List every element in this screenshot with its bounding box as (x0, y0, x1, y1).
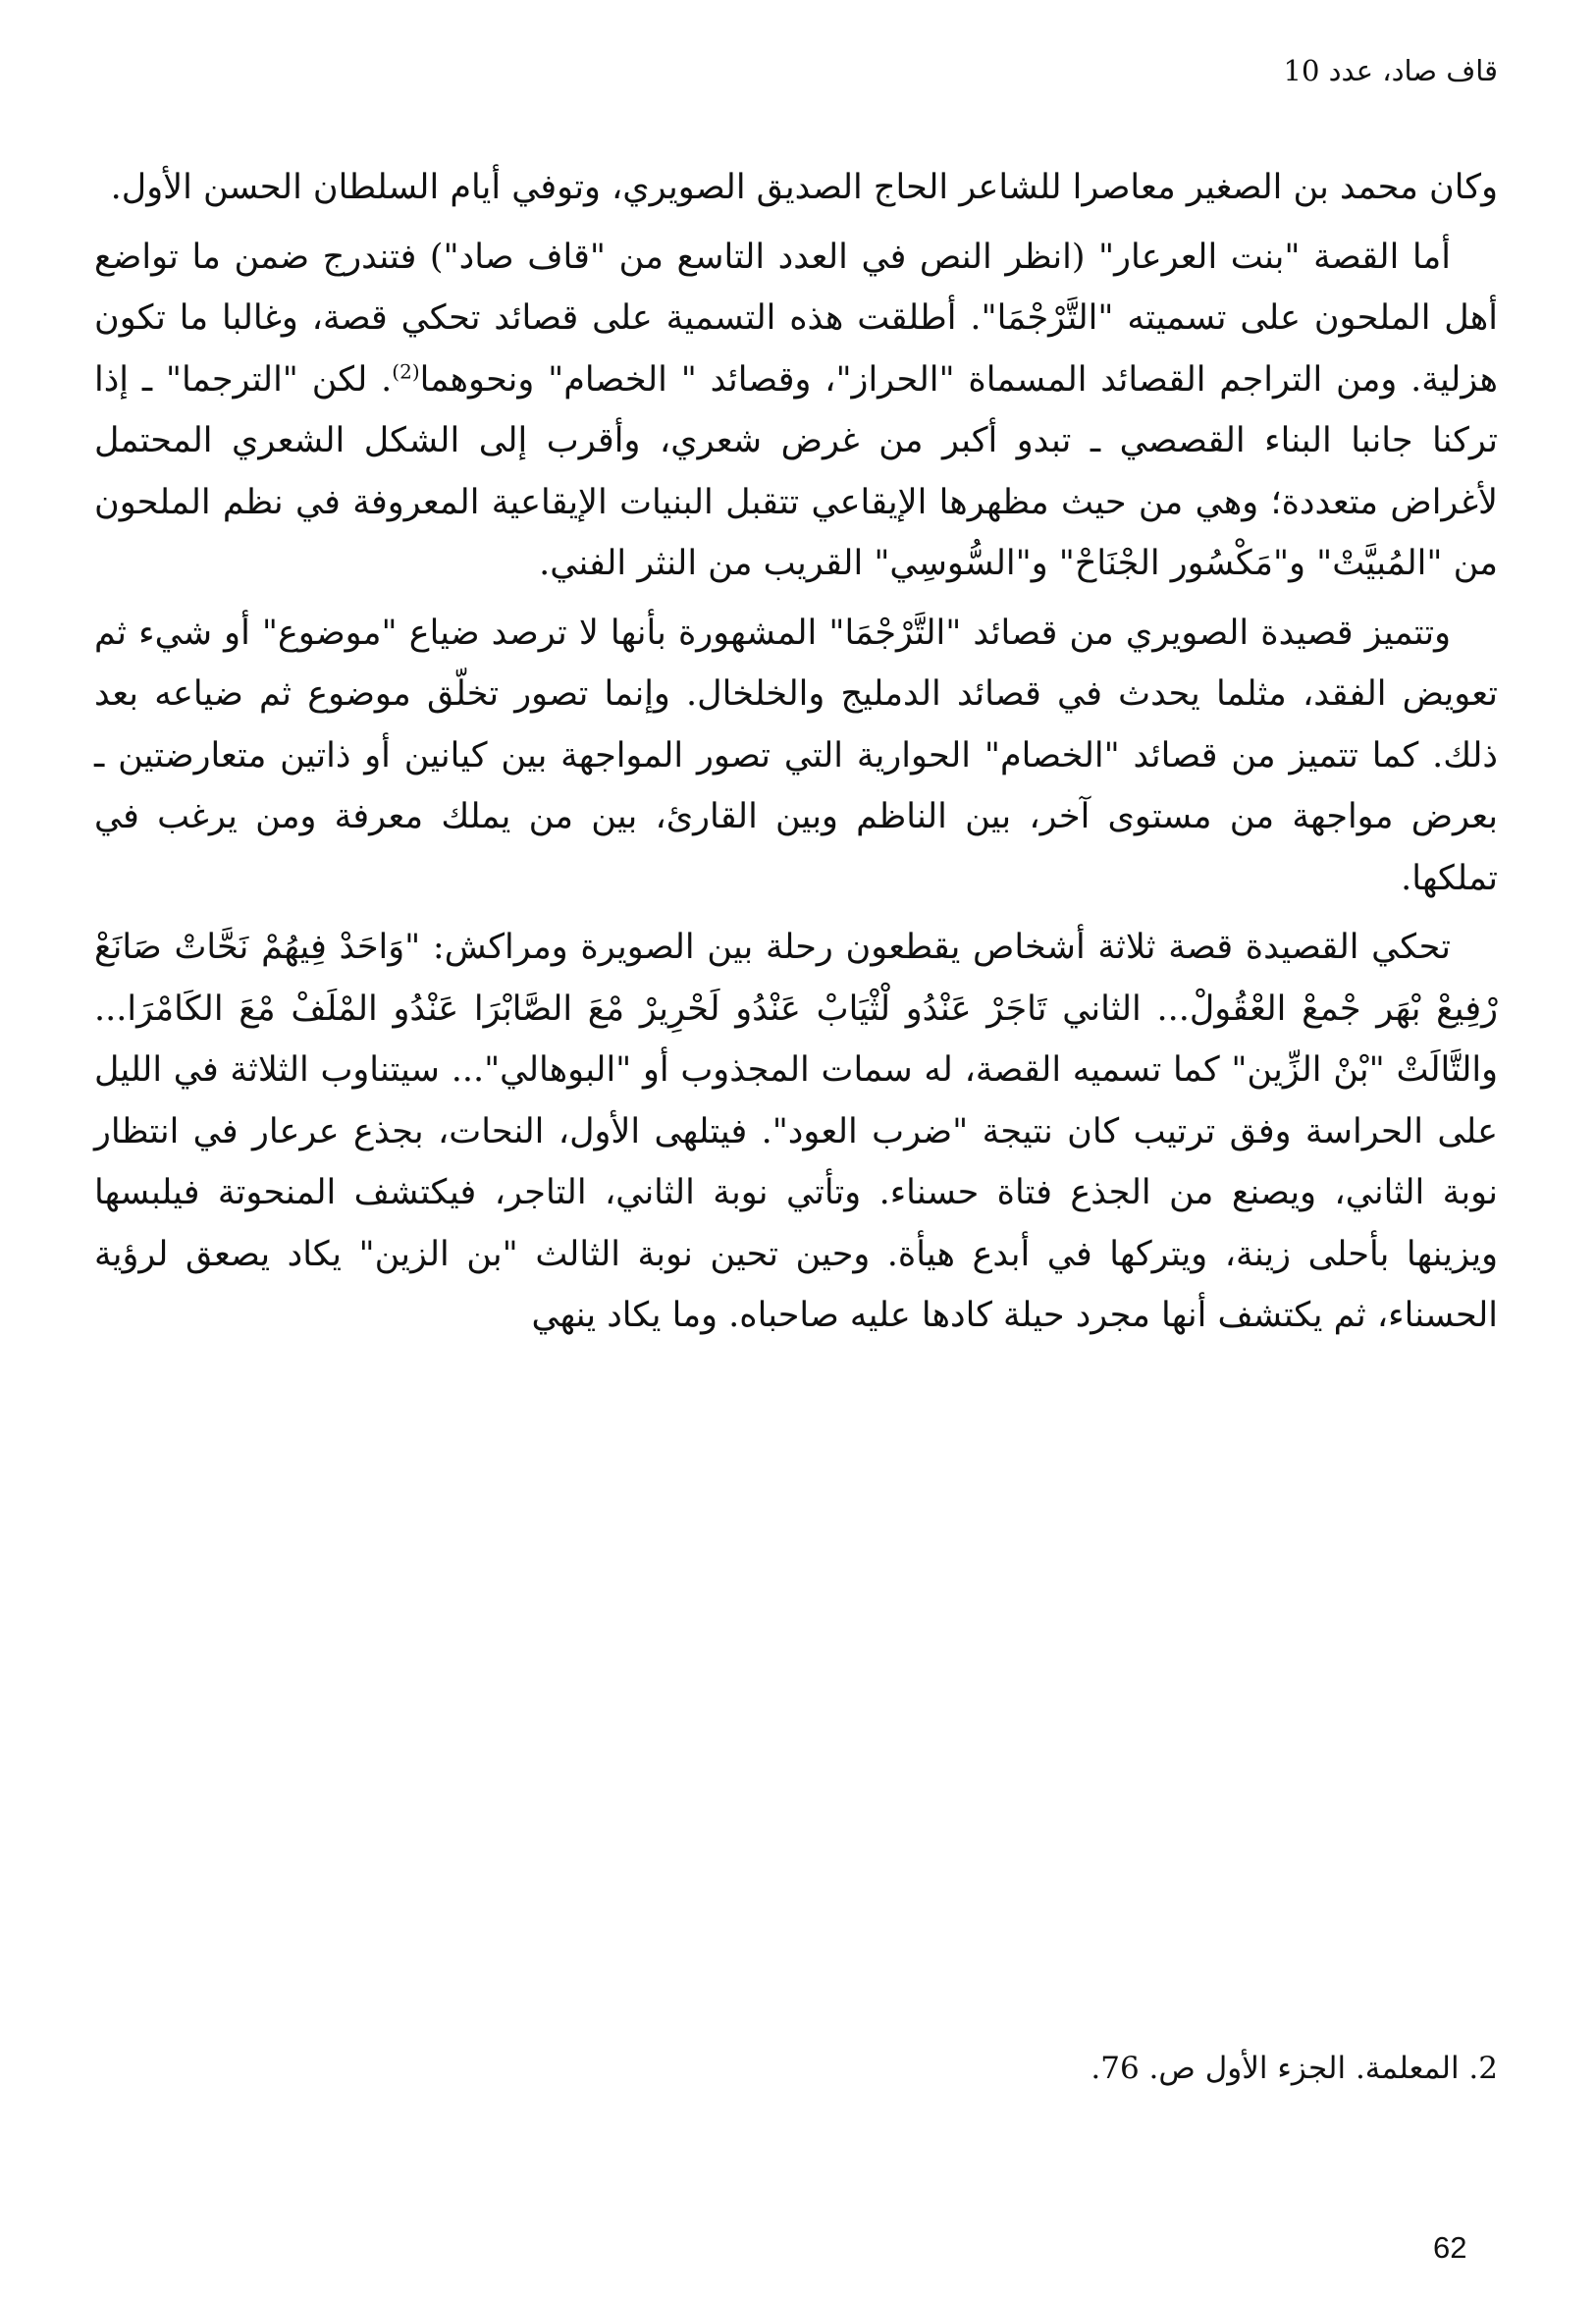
footnote-reference: (2) (392, 358, 420, 383)
page-number: 62 (1433, 2230, 1467, 2265)
body-text (94, 157, 1498, 1355)
paragraph-2 (94, 227, 1498, 595)
paragraph-3: وتتميز قصيدة الصويري من قصائد "التَّرْجْمَا" المشهورة بأنها لا ترصد ضياع "موضوع" أو شيء ثم تعويض الفقد، مثلما يحدث في قصائد الدمليج والخلخال. وإنما تصور تخلّق موضوع ثم ضياعه بعد ذلك. كما تتميز من قصائد "الخصام" الحوارية التي تصور المواجهة بين كيانين أو ذاتين متعارضتين ـ بعرض مواجهة من مستوى آخر، بين الناظم وبين القارئ، بين من يملك معرفة ومن يرغب في تملكها. (94, 613, 1498, 898)
paragraph-2-part-1: أما القصة "بنت العرعار" (انظر النص في العدد التاسع من "قاف صاد") فتندرج ضمن ما تواضع أهل الملحون على تسميته "التَّرْجْمَا". أطلقت هذه التسمية على قصائد تحكي قصة، وغالبا ما تكون هزلية. ومن التراجم القصائد المسماة "الحراز"، وقصائد " الخصام" ونحوهما (94, 237, 1499, 400)
paragraph-4: تحكي القصيدة قصة ثلاثة أشخاص يقطعون رحلة بين الصويرة ومراكش: "وَاحَدْ فِيهُمْ نَحَّاتْ صَانَعْ رْفِيعْ بْهَر جْمعْ العْقُولْ... الثاني تَاجَرْ عَنْدُو لْثْيَابْ عَنْدُو لَحْرِيرْ مْعَ الصَّابْرَا عَنْدُو المْلَفْ مْعَ الكَامْرَا... والتَّالَتْ "بْنْ الزِّين" كما تسميه القصة، له سمات المجذوب أو "البوهالي"... سيتناوب الثلاثة في الليل على الحراسة وفق ترتيب كان نتيجة "ضرب العود". فيتلهى الأول، النحات، بجذع عرعار في انتظار نوبة الثاني، ويصنع من الجذع فتاة حسناء. وتأتي نوبة الثاني، التاجر، فيكتشف المنحوتة فيلبسها ويزينها بأحلى زينة، ويتركها في أبدع هيأة. وحين تحين نوبة الثالث "بن الزين" يكاد يصعق لرؤية الحسناء، ثم يكتشف أنها مجرد حيلة كادها عليه صاحباه. وما يكاد ينهي (94, 928, 1498, 1335)
footnote: 2. المعلمة. الجزء الأول ص. 76. (1091, 2051, 1498, 2086)
paragraph-1: وكان محمد بن الصغير معاصرا للشاعر الحاج الصديق الصويري، وتوفي أيام السلطان الحسن الأول. (110, 168, 1498, 207)
paragraph-2-part-2: . لكن "الترجما" ـ إذا تركنا جانبا البناء القصصي ـ تبدو أكبر من غرض شعري، وأقرب إلى الشكل الشعري المحتمل لأغراض متعددة؛ وهي من حيث مظهرها الإيقاعي تتقبل البنيات الإيقاعية المعروفة في نظم الملحون من "المُبيَّتْ" و"مَكْسُور الجْنَاحْ" و"السُّوسِي" القريب من النثر الفني. (94, 359, 1498, 583)
running-header: قاف صاد، عدد 10 (1283, 54, 1498, 87)
